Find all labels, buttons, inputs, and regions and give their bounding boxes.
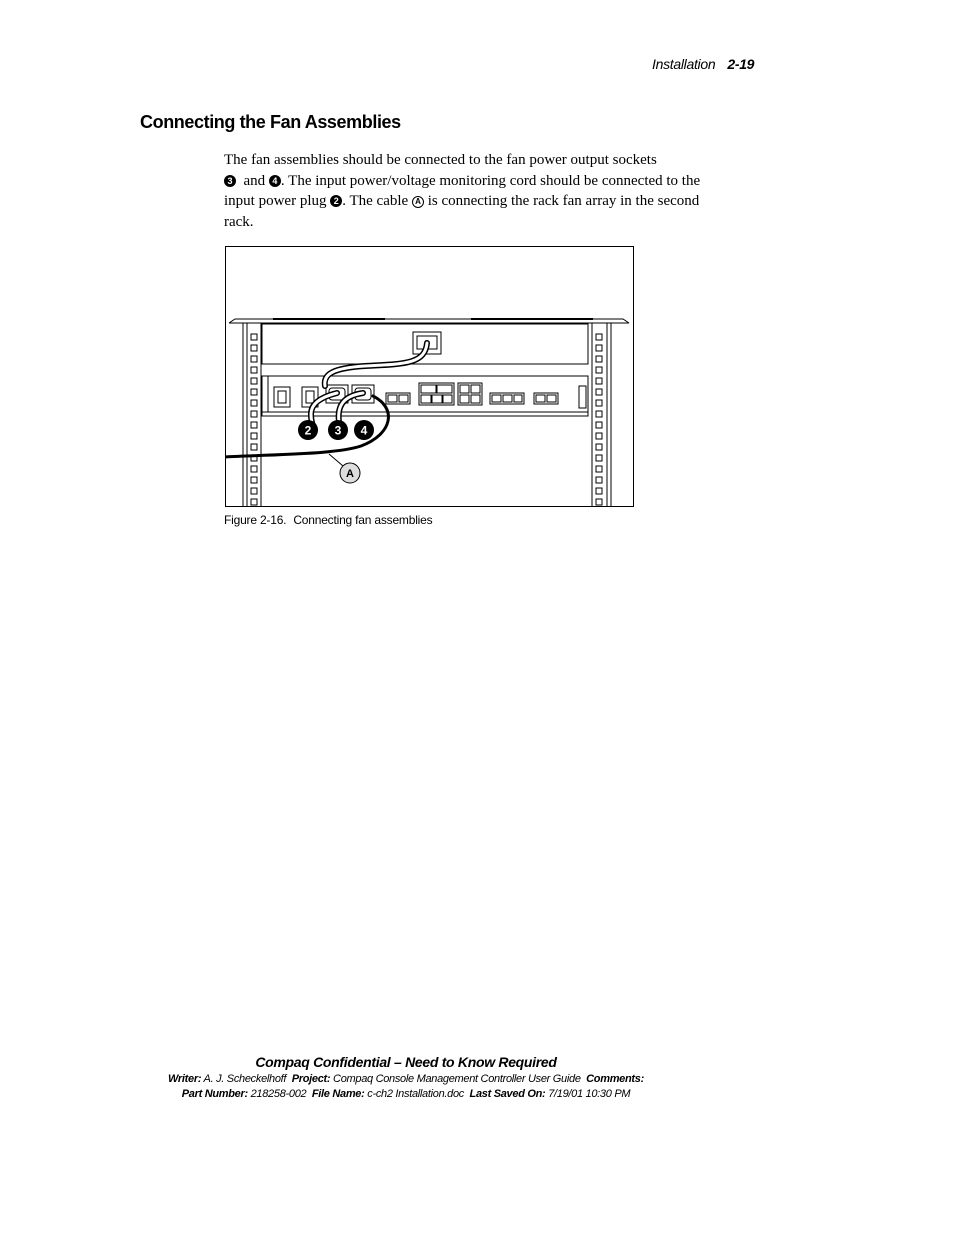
running-header	[652, 56, 754, 72]
page-footer	[0, 1054, 812, 1100]
para-text-1: The fan assemblies should be connected to the fan power output sockets	[224, 152, 657, 168]
callout-3-label: 3	[334, 423, 342, 438]
para-text-5: is connecting the rack fan array in the second rack.	[224, 193, 700, 230]
header-section: Installation	[652, 56, 716, 72]
part-number-label: Part Number:	[181, 1088, 248, 1100]
confidential-notice: Compaq Confidential – Need to Know Required	[255, 1054, 557, 1070]
comments-label: Comments:	[586, 1073, 644, 1085]
part-number-value: 218258-002	[250, 1088, 307, 1100]
footer-line-2	[0, 1088, 812, 1100]
callout-4	[354, 420, 374, 440]
callout-4-label: 4	[360, 423, 368, 438]
para-text-2: and	[243, 172, 266, 189]
caption-label: Figure 2-16.	[224, 513, 287, 527]
callout-3	[328, 420, 348, 440]
callout-4-inline: 4	[269, 175, 281, 187]
last-saved-label: Last Saved On:	[469, 1088, 546, 1100]
callout-2-label: 2	[304, 423, 312, 438]
writer-label: Writer:	[168, 1073, 202, 1085]
file-name-label: File Name:	[311, 1088, 365, 1100]
body-paragraph	[224, 150, 704, 232]
callout-2-inline: 2	[330, 195, 342, 207]
callout-a-label: A	[346, 468, 354, 480]
project-value: Compaq Console Management Controller User Guide	[333, 1073, 581, 1085]
fan-assembly-figure	[225, 246, 634, 507]
para-text-3: . The input power/voltage monitoring cord should be connected to the input power plug	[224, 172, 701, 209]
callout-3-inline: 3	[224, 175, 236, 187]
section-title: Connecting the Fan Assemblies	[140, 112, 401, 132]
page-number: 2-19	[727, 56, 755, 72]
writer-value: A. J. Scheckelhoff	[203, 1073, 287, 1085]
callout-a-inline: A	[412, 196, 424, 208]
para-text-4: . The cable	[342, 193, 409, 209]
rack-illustration	[225, 246, 634, 507]
callout-2	[298, 420, 318, 440]
caption-text: Connecting fan assemblies	[293, 513, 433, 527]
file-name-value: c-ch2 Installation.doc	[367, 1088, 465, 1100]
project-label: Project:	[291, 1073, 331, 1085]
callout-a	[340, 463, 360, 483]
footer-line-1	[0, 1073, 812, 1085]
last-saved-value: 7/19/01 10:30 PM	[548, 1088, 631, 1100]
figure-caption	[224, 513, 432, 527]
